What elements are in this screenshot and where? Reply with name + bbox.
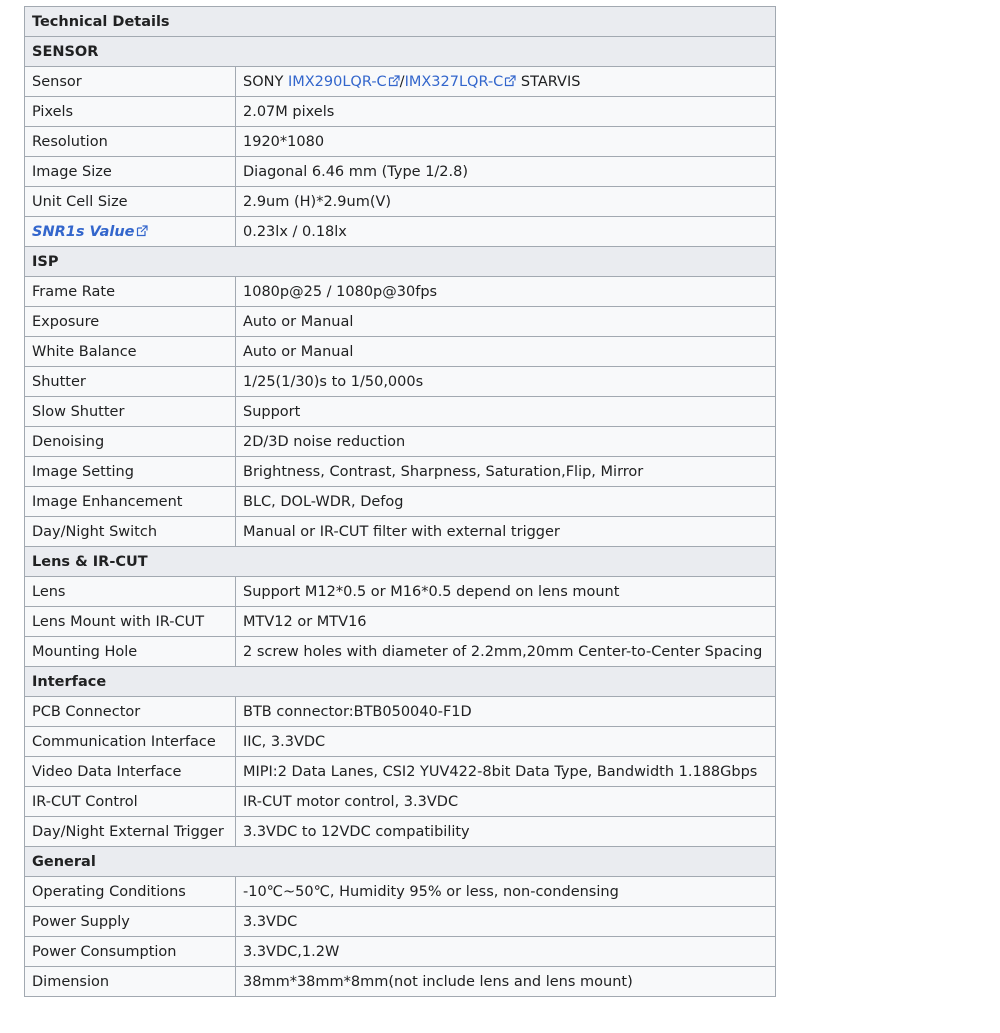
table-row xyxy=(25,367,776,397)
row-value xyxy=(236,67,776,97)
section-title: SENSOR xyxy=(25,37,776,67)
table-row xyxy=(25,967,776,997)
imx290-link[interactable] xyxy=(288,74,400,90)
section-header-sensor xyxy=(25,37,776,67)
table-title: Technical Details xyxy=(25,7,776,37)
table-row xyxy=(25,427,776,457)
row-value: 38mm*38mm*8mm(not include lens and lens mount) xyxy=(236,967,776,997)
external-link-icon xyxy=(504,75,516,87)
row-label: Sensor xyxy=(25,67,236,97)
row-label: Day/Night External Trigger xyxy=(25,817,236,847)
row-value: 1080p@25 / 1080p@30fps xyxy=(236,277,776,307)
table-row xyxy=(25,97,776,127)
sensor-prefix: SONY xyxy=(243,73,288,90)
row-value: 3.3VDC xyxy=(236,907,776,937)
link-text: SNR1s Value xyxy=(32,223,135,240)
table-row xyxy=(25,127,776,157)
row-label: Power Consumption xyxy=(25,937,236,967)
interface-rows xyxy=(25,697,776,847)
table-row xyxy=(25,787,776,817)
table-row xyxy=(25,697,776,727)
table-title-row xyxy=(25,7,776,37)
table-row xyxy=(25,187,776,217)
table-row xyxy=(25,217,776,247)
sensor-suffix: STARVIS xyxy=(516,73,581,90)
table-row xyxy=(25,727,776,757)
row-value: 3.3VDC to 12VDC compatibility xyxy=(236,817,776,847)
table-row xyxy=(25,307,776,337)
row-value: 2.07M pixels xyxy=(236,97,776,127)
row-value: MIPI:2 Data Lanes, CSI2 YUV422-8bit Data Type, Bandwidth 1.188Gbps xyxy=(236,757,776,787)
section-header-isp xyxy=(25,247,776,277)
row-label: Slow Shutter xyxy=(25,397,236,427)
table-body xyxy=(25,7,776,277)
table-row xyxy=(25,877,776,907)
row-value: 3.3VDC,1.2W xyxy=(236,937,776,967)
row-label: Image Size xyxy=(25,157,236,187)
row-label: Resolution xyxy=(25,127,236,157)
row-value: Support xyxy=(236,397,776,427)
row-label: White Balance xyxy=(25,337,236,367)
link-text: IMX290LQR-C xyxy=(287,73,387,90)
table-row xyxy=(25,157,776,187)
table-row xyxy=(25,337,776,367)
row-value: Manual or IR-CUT filter with external trigger xyxy=(236,517,776,547)
section-header-general xyxy=(25,847,776,877)
sensor-separator: / xyxy=(399,73,405,90)
row-value: 0.23lx / 0.18lx xyxy=(236,217,776,247)
row-value: 2 screw holes with diameter of 2.2mm,20mm Center-to-Center Spacing xyxy=(236,637,776,667)
row-value: 2D/3D noise reduction xyxy=(236,427,776,457)
row-label xyxy=(25,217,236,247)
table-row xyxy=(25,937,776,967)
section-title: General xyxy=(25,847,776,877)
row-label: Dimension xyxy=(25,967,236,997)
row-value: Diagonal 6.46 mm (Type 1/2.8) xyxy=(236,157,776,187)
row-label: PCB Connector xyxy=(25,697,236,727)
external-link-icon xyxy=(388,75,400,87)
row-value: 1/25(1/30)s to 1/50,000s xyxy=(236,367,776,397)
row-value: BLC, DOL-WDR, Defog xyxy=(236,487,776,517)
external-link-icon xyxy=(136,225,148,237)
isp-rows xyxy=(25,277,776,547)
table-row xyxy=(25,277,776,307)
row-label: Frame Rate xyxy=(25,277,236,307)
row-label: Image Enhancement xyxy=(25,487,236,517)
row-value: Support M12*0.5 or M16*0.5 depend on lens mount xyxy=(236,577,776,607)
row-label: Exposure xyxy=(25,307,236,337)
interface-header-body xyxy=(25,667,776,697)
table-row xyxy=(25,757,776,787)
section-header-interface xyxy=(25,667,776,697)
row-value: Auto or Manual xyxy=(236,337,776,367)
table-row xyxy=(25,817,776,847)
table-row xyxy=(25,577,776,607)
row-label: Image Setting xyxy=(25,457,236,487)
row-label: Operating Conditions xyxy=(25,877,236,907)
general-rows xyxy=(25,877,776,997)
row-label: Pixels xyxy=(25,97,236,127)
general-header-body xyxy=(25,847,776,877)
row-value: -10℃~50℃, Humidity 95% or less, non-condensing xyxy=(236,877,776,907)
row-value: Brightness, Contrast, Sharpness, Saturation,Flip, Mirror xyxy=(236,457,776,487)
section-title: ISP xyxy=(25,247,776,277)
row-value: Auto or Manual xyxy=(236,307,776,337)
row-value: IR-CUT motor control, 3.3VDC xyxy=(236,787,776,817)
row-label: Power Supply xyxy=(25,907,236,937)
table-row xyxy=(25,517,776,547)
row-label: Lens xyxy=(25,577,236,607)
row-label: Communication Interface xyxy=(25,727,236,757)
lens-header-body xyxy=(25,547,776,577)
section-header-lens xyxy=(25,547,776,577)
row-label: Unit Cell Size xyxy=(25,187,236,217)
table-row xyxy=(25,907,776,937)
section-title: Lens & IR-CUT xyxy=(25,547,776,577)
row-value: 2.9um (H)*2.9um(V) xyxy=(236,187,776,217)
table-row xyxy=(25,637,776,667)
table-row xyxy=(25,457,776,487)
section-title: Interface xyxy=(25,667,776,697)
snr-value-link[interactable] xyxy=(32,224,148,240)
row-label: Shutter xyxy=(25,367,236,397)
link-text: IMX327LQR-C xyxy=(404,73,504,90)
row-label: Mounting Hole xyxy=(25,637,236,667)
table-row xyxy=(25,397,776,427)
table-row xyxy=(25,607,776,637)
lens-rows xyxy=(25,577,776,667)
table-row xyxy=(25,487,776,517)
row-label: Video Data Interface xyxy=(25,757,236,787)
row-label: IR-CUT Control xyxy=(25,787,236,817)
row-value: BTB connector:BTB050040-F1D xyxy=(236,697,776,727)
row-value: MTV12 or MTV16 xyxy=(236,607,776,637)
row-label: Denoising xyxy=(25,427,236,457)
row-value: 1920*1080 xyxy=(236,127,776,157)
technical-details-table xyxy=(24,6,776,997)
imx327-link[interactable] xyxy=(405,74,517,90)
row-label: Lens Mount with IR-CUT xyxy=(25,607,236,637)
table-row xyxy=(25,67,776,97)
row-value: IIC, 3.3VDC xyxy=(236,727,776,757)
row-label: Day/Night Switch xyxy=(25,517,236,547)
